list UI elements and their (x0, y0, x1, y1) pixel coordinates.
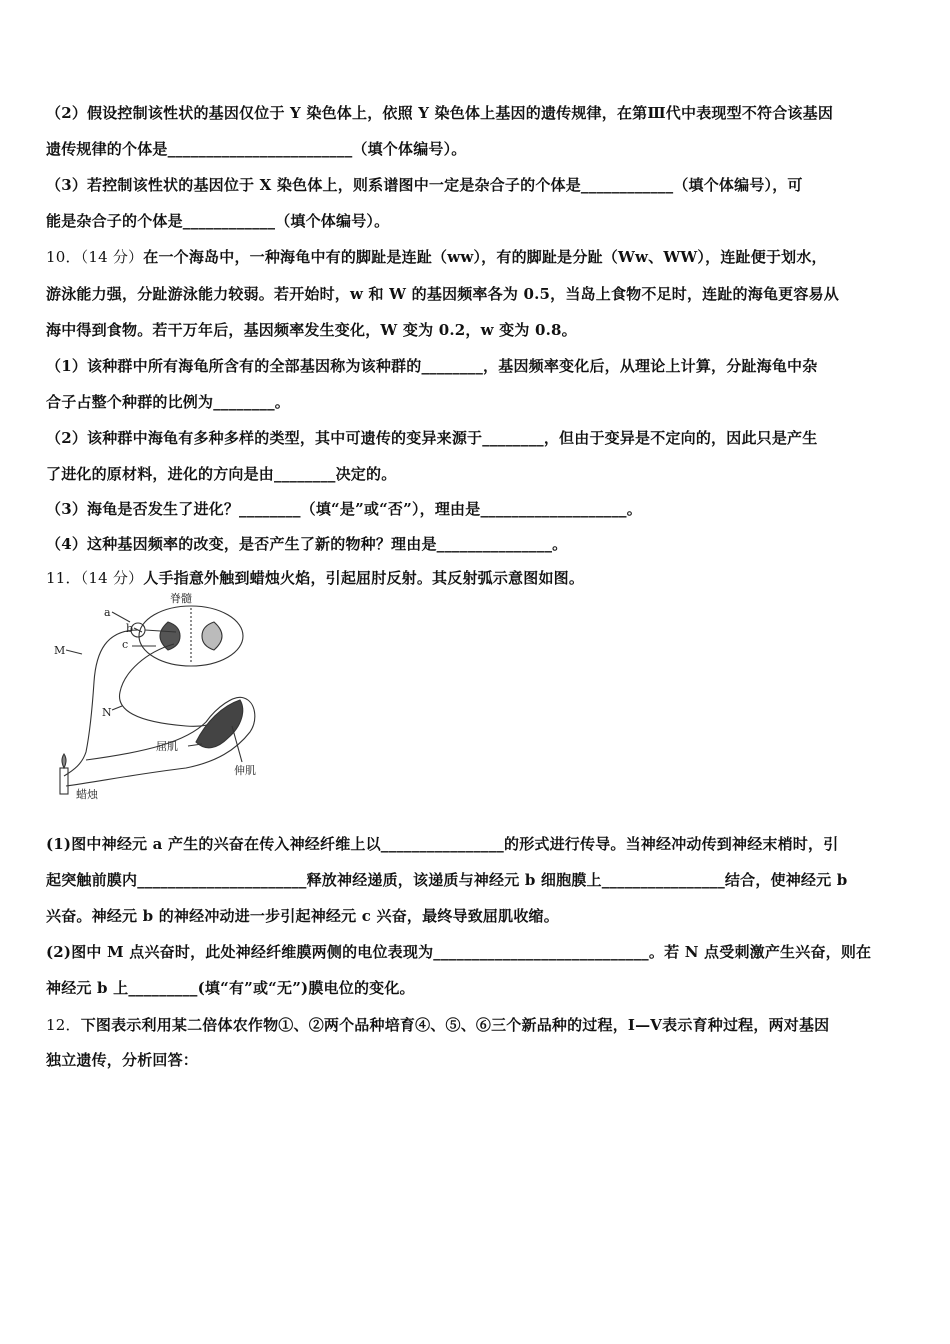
q9-part3-line2: 能是杂合子的个体是____________（填个体编号）。 (46, 212, 390, 230)
label-m: M (54, 644, 66, 657)
label-b: b (126, 622, 134, 635)
q10-part2-line1: （2）该种群中海龟有多种多样的类型，其中可遗传的变异来源于________，但由于变异是不定向的，因此只是产生 (46, 429, 818, 447)
q10-part3: （3）海龟是否发生了进化？________（填“是”或“否”），理由是___________________。 (46, 500, 642, 518)
q12-number: 12． (46, 1016, 81, 1034)
label-spinal-cord: 脊髓 (170, 592, 192, 605)
reflex-arc-figure (46, 592, 266, 804)
q11-part2-line2: 神经元 b 上_________(填“有”或“无”)膜电位的变化。 (46, 979, 415, 997)
q10-part1-line1: （1）该种群中所有海龟所含有的全部基因称为该种群的________，基因频率变化后，从理论上计算，分趾海龟中杂 (46, 357, 818, 375)
q11-stem-line1: 人手指意外触到蜡烛火焰，引起屈肘反射。其反射弧示意图如图。 (143, 569, 585, 587)
q10-line2: 游泳能力强，分趾游泳能力较弱。若开始时，w 和 W 的基因频率各为 0.5，当岛上食物不足时，连趾的海龟更容易从 (46, 285, 839, 303)
label-n: N (102, 706, 112, 719)
q11-part1-line1: (1)图中神经元 a 产生的兴奋在传入神经纤维上以________________的形式进行传导。当神经冲动传到神经末梢时，引 (46, 835, 839, 853)
q11-part1-line3: 兴奋。神经元 b 的神经冲动进一步引起神经元 c 兴奋，最终导致屈肌收缩。 (46, 907, 559, 925)
label-a: a (104, 606, 111, 619)
q10-part1-line2: 合子占整个种群的比例为________。 (46, 393, 291, 411)
pointer-a (112, 612, 130, 622)
q12-stem-line1: 下图表示利用某二倍体农作物①、②两个品种培育④、⑤、⑥三个新品种的过程，Ⅰ—Ⅴ表示育种过程，两对基因 (80, 1016, 830, 1034)
candle-body (60, 768, 68, 794)
pointer-n (112, 706, 122, 710)
label-candle: 蜡烛 (76, 788, 98, 801)
pointer-m (66, 650, 82, 654)
q11-part2-line1: (2)图中 M 点兴奋时，此处神经纤维膜两侧的电位表现为____________________________。若 N 点受刺激产生兴奋，则在 (46, 943, 872, 961)
q11-number: 11．（14 分） (46, 569, 144, 587)
q11-part1-line2: 起突触前膜内______________________释放神经递质，该递质与神经元 b 细胞膜上________________结合，使神经元 b (46, 871, 848, 889)
q9-part3-line1: （3）若控制该性状的基因位于 X 染色体上，则系谱图中一定是杂合子的个体是____________（填个体编号），可 (46, 176, 803, 194)
q10-line1 (46, 247, 908, 267)
label-flexor: 屈肌 (156, 740, 178, 753)
candle-flame (62, 754, 66, 768)
q9-part2-line2: 遗传规律的个体是________________________（填个体编号）。 (46, 140, 467, 158)
q11-line1 (46, 568, 908, 588)
label-extensor: 伸肌 (234, 764, 256, 777)
q10-number: 10．（14 分） (46, 248, 144, 266)
q9-part2-line1: （2）假设控制该性状的基因仅位于 Y 染色体上，依照 Y 染色体上基因的遗传规律，在第Ⅲ代中表现型不符合该基因 (46, 104, 834, 122)
q10-part2-line2: 了进化的原材料，进化的方向是由________决定的。 (46, 465, 397, 483)
q10-part4: （4）这种基因频率的改变，是否产生了新的物种？理由是_______________。 (46, 535, 568, 553)
q12-line1 (46, 1015, 908, 1035)
reflex-arc-diagram (46, 592, 266, 804)
label-c: c (122, 638, 129, 651)
extensor-muscle (232, 726, 242, 762)
q10-line3: 海中得到食物。若干万年后，基因频率发生变化，W 变为 0.2，w 变为 0.8。 (46, 321, 577, 339)
q12-line2: 独立遗传，分析回答： (46, 1051, 199, 1069)
q10-stem-line1: 在一个海岛中，一种海龟中有的脚趾是连趾（ww），有的脚趾是分趾（Ww、WW），连趾便于划水， (143, 248, 827, 266)
grey-matter-right (202, 622, 222, 650)
